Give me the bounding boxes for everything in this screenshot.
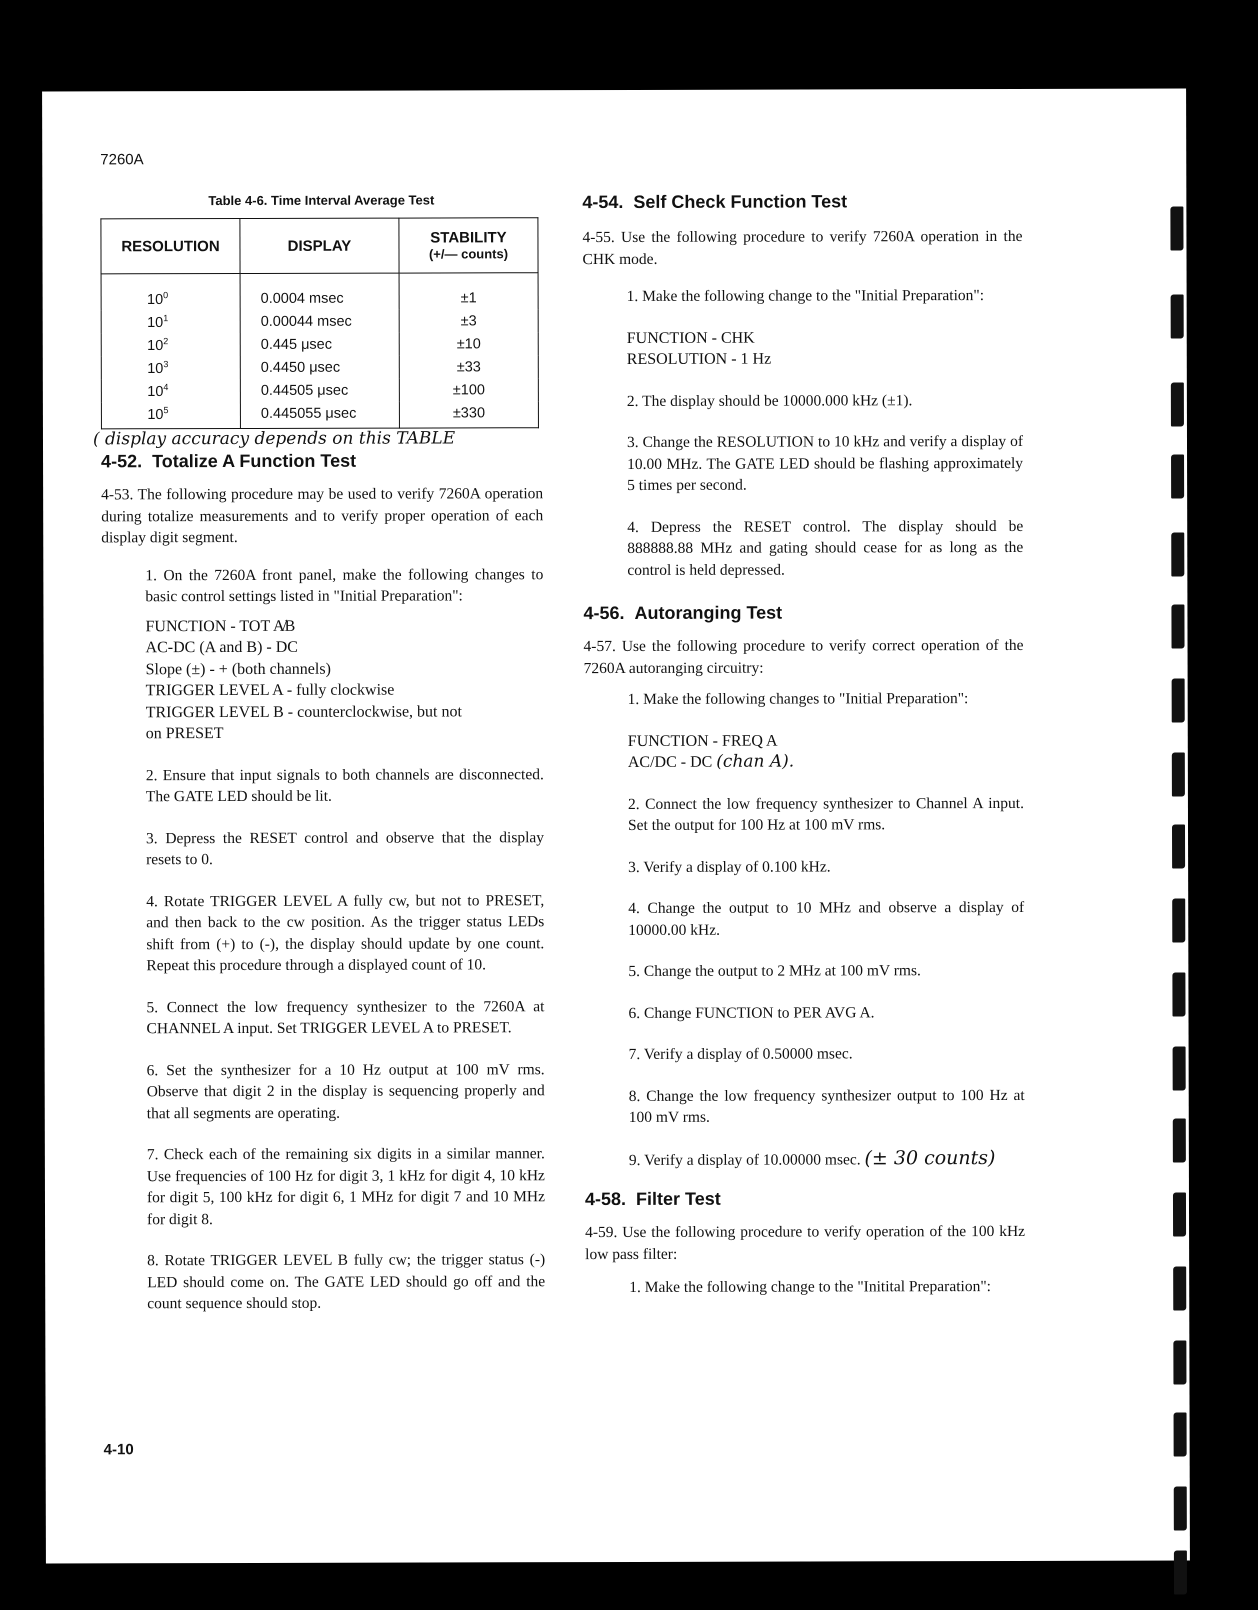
paragraph-4-57: 4-57. Use the following procedure to verify correct operation of the 7260A autoranging circuitry: [583, 636, 1024, 677]
col-header-resolution: RESOLUTION [101, 218, 240, 273]
binding-mark [1174, 1413, 1187, 1457]
document-page [42, 89, 1190, 1564]
left-column [92, 192, 546, 1315]
resolution-cell: $10^3$ [101, 356, 240, 379]
handwritten-annotation: (± 30 counts) [864, 1146, 996, 1169]
resolution-cell: $10^5$ [101, 402, 240, 429]
resolution-cell: $10^2$ [101, 333, 240, 356]
settings-block [627, 326, 1023, 370]
step-3: 3. Depress the RESET control and observe that the display resets to 0. [146, 828, 545, 869]
right-column [582, 191, 1025, 1299]
table-title: Table 4-6. Time Interval Average Test [208, 192, 435, 209]
display-cell: 0.445 μsec [240, 333, 399, 356]
resolution-cell: $10^1$ [101, 310, 240, 333]
step-list [627, 285, 1024, 581]
step-8: 8. Change the low frequency synthesizer output to 100 Hz at 100 mV rms. [628, 1086, 1025, 1126]
display-cell: 0.4450 μsec [240, 356, 399, 379]
binding-mark [1172, 679, 1185, 723]
table-row [101, 355, 538, 379]
step-list [629, 1276, 1025, 1299]
step-3: 3. Change the RESOLUTION to 10 kHz and verify a display of 10.00 MHz. The GATE LED should be flashing approximately 5 times per second. [626, 432, 1024, 494]
binding-mark [1171, 295, 1184, 339]
stability-label: STABILITY [430, 229, 507, 247]
step-1: 1. Make the following change to the "Initital Preparation": [629, 1278, 991, 1296]
step-8: 8. Rotate TRIGGER LEVEL B fully cw; the trigger status (-) LED should come on. The GATE LED should go off and the count sequence should stop. [147, 1251, 546, 1313]
binding-mark [1172, 753, 1185, 797]
setting-line: FUNCTION - CHK [626, 329, 755, 347]
step-7: 7. Check each of the remaining six digits in a similar manner. Use frequencies of 100 Hz for digit 3, 1 kHz for digit 4, 10 kHz for digit 5, 100 kHz for digit 6, 1 MHz for digit 7 and 10 MHz for digit 8. [146, 1145, 545, 1228]
page-footer: 4-10 [103, 1441, 134, 1459]
step-list [628, 688, 1025, 1171]
binding-mark [1173, 1267, 1186, 1311]
section-heading-4-52: 4-52. Totalize A Function Test [101, 450, 357, 472]
step-9: 9. Verify a display of 10.00000 msec. (± 30 counts) [628, 1146, 996, 1169]
step-4: 4. Depress the RESET control. The display should be 888888.88 MHz and gating should cease for as long as the control is held depressed. [627, 517, 1024, 579]
stability-cell: ±33 [399, 355, 538, 378]
step-6: 6. Change FUNCTION to PER AVG A. [628, 1003, 875, 1022]
display-cell: 0.0004 msec [240, 273, 399, 310]
binding-mark [1174, 1487, 1187, 1531]
binding-mark [1173, 1341, 1186, 1385]
step-3: 3. Verify a display of 0.100 kHz. [628, 857, 831, 876]
binding-mark [1172, 899, 1185, 943]
setting-line: RESOLUTION - 1 Hz [626, 350, 772, 368]
resolution-cell: $10^0$ [101, 273, 240, 310]
settings-block [628, 729, 1024, 773]
step-7: 7. Verify a display of 0.50000 msec. [628, 1045, 853, 1063]
step-5: 5. Change the output to 2 MHz at 100 mV rms. [628, 962, 921, 980]
page-header: 7260A [100, 151, 144, 169]
stability-cell: ±3 [399, 309, 538, 332]
binding-mark [1172, 973, 1185, 1017]
step-1: 1. On the 7260A front panel, make the following changes to basic control settings listed in "Initial Preparation": [145, 565, 544, 606]
table-row [101, 273, 538, 311]
binding-mark [1172, 825, 1185, 869]
setting-line: Slope (±) - + (both channels) [145, 660, 331, 678]
setting-line: TRIGGER LEVEL B - counterclockwise, but not [145, 702, 462, 721]
resolution-cell: $10^4$ [101, 379, 240, 402]
step-2: 2. Connect the low frequency synthesizer to Channel A input. Set the output for 100 Hz at 100 mV rms. [627, 794, 1024, 834]
table-row [101, 309, 538, 333]
step-6: 6. Set the synthesizer for a 10 Hz output at 100 mV rms. Observe that digit 2 in the display is sequencing properly and that all segments are operating. [146, 1060, 545, 1122]
paragraph-4-59: 4-59. Use the following procedure to verify operation of the 100 kHz low pass filter: [585, 1222, 1026, 1263]
step-list [145, 564, 545, 1315]
binding-mark [1170, 207, 1183, 251]
col-header-display: DISPLAY [240, 218, 399, 273]
stability-cell: ±330 [399, 401, 538, 428]
setting-line: on PRESET [145, 725, 224, 743]
binding-mark [1171, 605, 1184, 649]
stability-cell: ±1 [399, 273, 538, 310]
table-row [101, 332, 538, 356]
step-4: 4. Change the output to 10 MHz and observe a display of 10000.00 kHz. [628, 898, 1025, 939]
section-heading-4-54: 4-54. Self Check Function Test [582, 191, 848, 213]
section-heading-4-58: 4-58. Filter Test [584, 1188, 721, 1210]
step-1: 1. Make the following changes to "Initial Preparation": [627, 690, 969, 708]
stability-cell: ±100 [399, 378, 538, 401]
settings-block [145, 615, 543, 745]
display-cell: 0.44505 μsec [240, 379, 399, 402]
setting-line: AC/DC - DC (chan A). [627, 751, 795, 772]
handwritten-note: ( display accuracy depends on this TABLE [92, 428, 456, 450]
step-1: 1. Make the following change to the "Initial Preparation": [626, 287, 985, 305]
stability-unit: (+/— counts) [428, 246, 509, 262]
paragraph-4-55: 4-55. Use the following procedure to verify 7260A operation in the CHK mode. [582, 227, 1023, 268]
stability-cell: ±10 [399, 332, 538, 355]
binding-mark [1171, 383, 1184, 427]
col-header-stability [399, 218, 538, 273]
display-cell: 0.445055 μsec [240, 402, 399, 429]
section-heading-4-56: 4-56. Autoranging Test [583, 602, 783, 624]
setting-line: AC-DC (A and B) - DC [145, 638, 298, 657]
table-row [101, 401, 538, 429]
binding-mark [1173, 1119, 1186, 1163]
binding-mark [1173, 1047, 1186, 1091]
step-2: 2. Ensure that input signals to both channels are disconnected. The GATE LED should be lit. [145, 765, 544, 806]
binding-mark [1174, 1551, 1187, 1595]
setting-line: TRIGGER LEVEL A - fully clockwise [145, 681, 395, 700]
time-interval-table [100, 217, 539, 429]
table-row [101, 378, 538, 402]
handwritten-annotation: (chan A). [716, 751, 795, 772]
setting-line: FUNCTION - FREQ A [627, 732, 778, 750]
binding-marks [1170, 207, 1190, 1607]
binding-mark [1171, 455, 1184, 499]
setting-line: FUNCTION - TOT A̸B [145, 617, 296, 635]
binding-mark [1173, 1193, 1186, 1237]
paragraph-4-53: 4-53. The following procedure may be used to verify 7260A operation during totalize measurements and to verify proper operation of each display digit segment. [101, 485, 544, 547]
display-cell: 0.00044 msec [240, 310, 399, 333]
step-4: 4. Rotate TRIGGER LEVEL A fully cw, but not to PRESET, and then back to the cw position. As the trigger status LEDs shift from (+) to (-), the display should update by one count. Repeat this procedure through a displayed count of 10. [146, 891, 545, 975]
step-5: 5. Connect the low frequency synthesizer to the 7260A at CHANNEL A input. Set TRIGGER LEVEL A to PRESET. [146, 997, 545, 1038]
step-2: 2. The display should be 10000.000 kHz (±1). [626, 391, 913, 410]
binding-mark [1171, 533, 1184, 577]
